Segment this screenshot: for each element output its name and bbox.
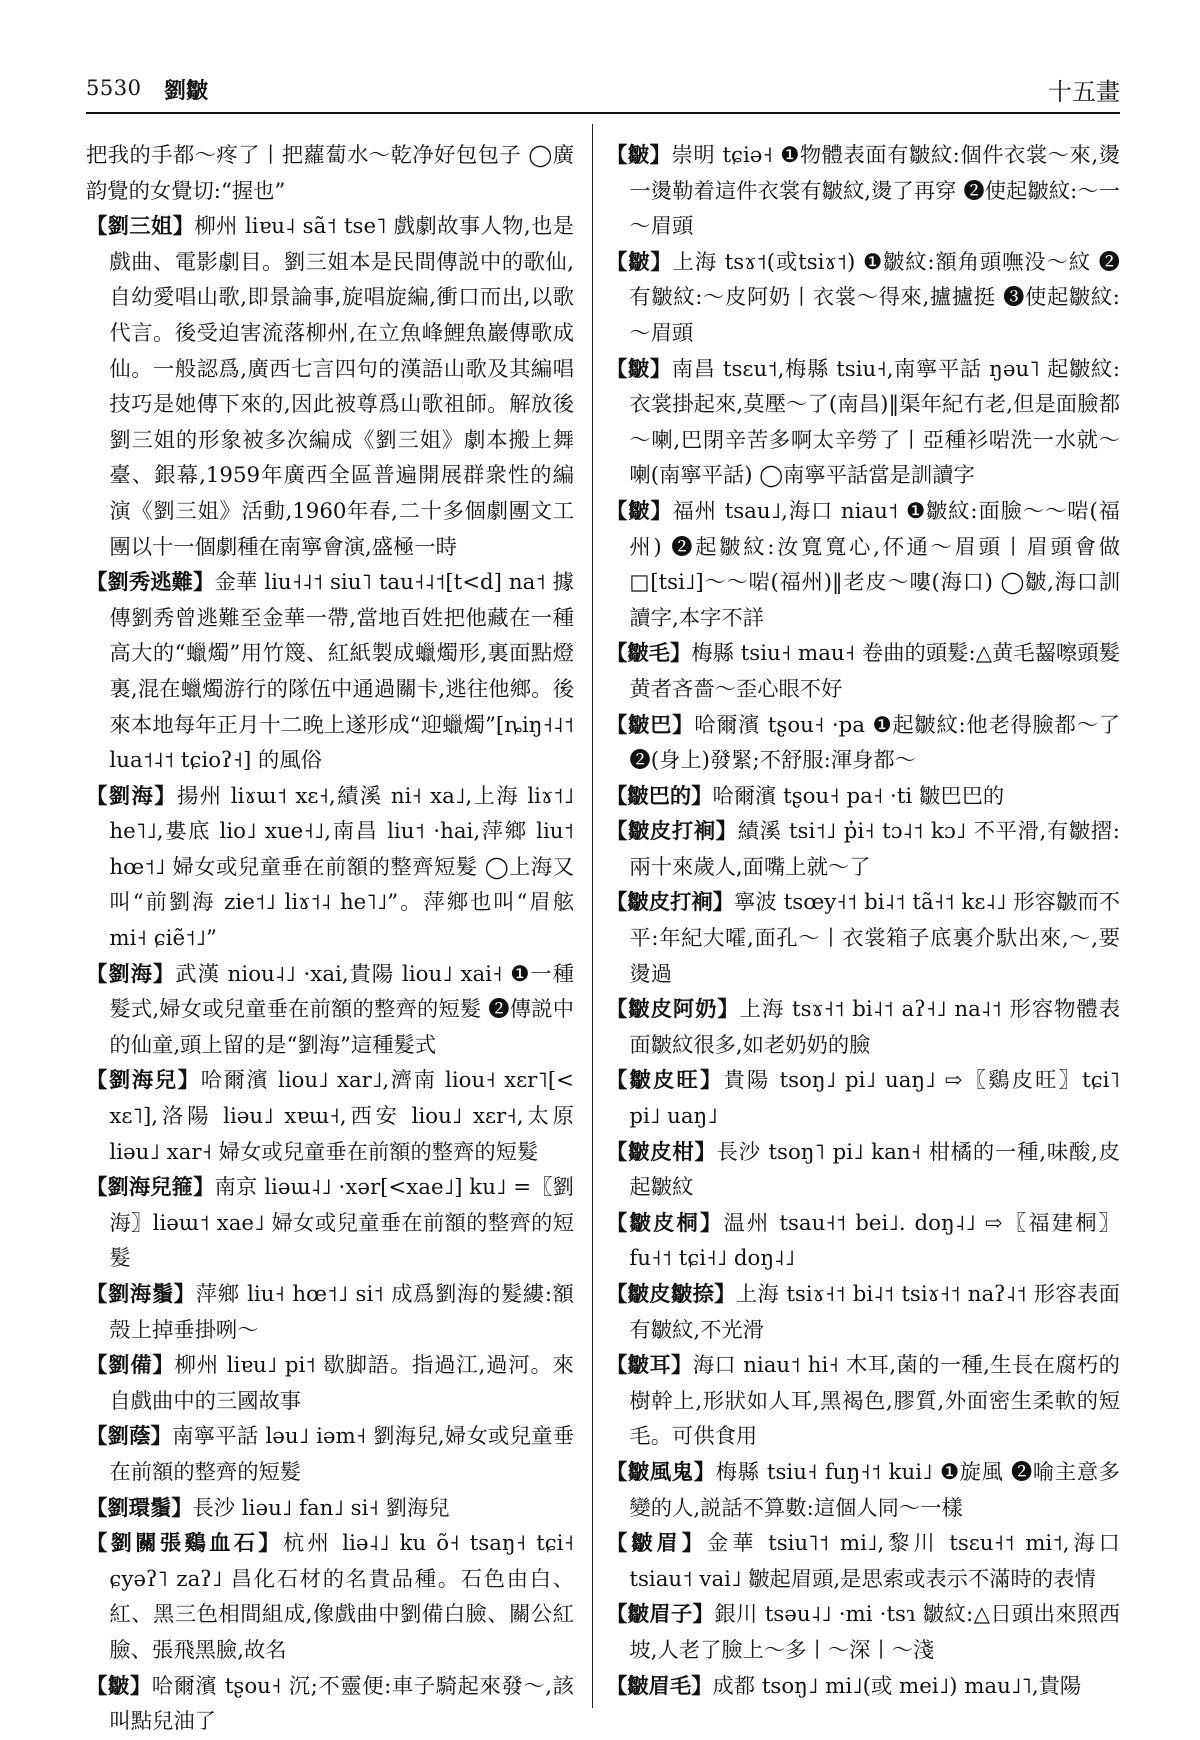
entry-headword: 【皺】	[606, 249, 673, 275]
header-rule	[86, 112, 1120, 114]
entry-definition: 成都 tsoŋ˩ mi˩(或 mei˩) mau˩˥,貴陽	[712, 1673, 1082, 1699]
left-column	[86, 138, 574, 1735]
dictionary-entry	[606, 1063, 1120, 1134]
dictionary-entry	[606, 1597, 1120, 1668]
dictionary-entry	[606, 779, 1120, 815]
running-title: 劉皺	[164, 78, 209, 104]
dictionary-entry	[606, 352, 1120, 494]
dictionary-entry	[86, 1669, 574, 1740]
entry-definition: 哈爾濱 tʂou˧ ·pa ❶起皺紋:他老得臉都～了 ❷(身上)發緊;不舒服:渾身都～	[629, 712, 1120, 774]
entry-definition: 萍鄉 liu˧ hœ˦˩ si˦ 成爲劉海的髮縷:額殼上掉垂掛咧～	[109, 1282, 574, 1343]
entry-definition: 哈爾濱 tʂou˧ 沉;不靈便:車子騎起來發～,該叫點兒油了	[109, 1673, 574, 1735]
entry-definition: 哈爾濱 liou˩ xar˩,濟南 liou˧ xɛr˥[< xɛ˥],洛陽 liəu˩ xɐɯ˧,西安 liou˩ xɛr˧,太原 liəu˩ xar˧ 婦女或兒童垂在前額的整齊的短髮	[109, 1068, 574, 1165]
entry-definition: 温州 tsau˧˦ bei˩. doŋ˨˩ ⇨〖福建桐〗fu˧˦ tɕi˧˩ doŋ˨˩	[629, 1210, 1120, 1272]
entry-definition: 南京 liəɯ˨˩ ·xər[<xae˩] ku˩ =〖劉海〗liəɯ˦ xae˩ 婦女或兒童垂在前額的整齊的短髮	[109, 1175, 574, 1272]
entry-definition: 上海 tsiɤ˧˦ bi˨˦ tsiɤ˧˦ naʔ˨˦ 形容表面有皺紋,不光滑	[629, 1282, 1120, 1343]
dictionary-entry	[86, 779, 574, 957]
dictionary-entry	[86, 957, 574, 1064]
column-divider	[592, 124, 593, 1708]
entry-definition: 梅縣 tsiu˧ fuŋ˧˦ kui˩ ❶旋風 ❷喻主意多變的人,説話不算數:這個人同～一樣	[629, 1459, 1120, 1521]
entry-definition: 銀川 tsəu˨˩ ·mi ·tsɿ 皺紋:△日頭出來照西坡,人老了臉上～多丨～深丨～淺	[629, 1602, 1120, 1663]
entry-headword: 【劉海鬚】	[86, 1282, 196, 1307]
entry-definition: 貴陽 tsoŋ˩ pi˩ uaŋ˩ ⇨〖鷄皮旺〗tɕi˥ pi˩ uaŋ˩	[629, 1068, 1120, 1130]
dictionary-entry	[86, 138, 574, 209]
entry-headword: 【皺耳】	[606, 1353, 693, 1379]
dictionary-entry	[606, 1348, 1120, 1455]
right-column	[606, 138, 1120, 1698]
dictionary-entry	[606, 708, 1120, 779]
entry-definition: 上海 tsɤ˧˦ bi˨˦ aʔ˧˩ na˨˦ 形容物體表面皺紋很多,如老奶奶的臉	[629, 997, 1120, 1058]
dictionary-entry	[86, 565, 574, 779]
entry-headword: 【皺風鬼】	[606, 1459, 716, 1485]
dictionary-entry	[606, 245, 1120, 352]
entry-headword: 【劉海兒箍】	[86, 1175, 215, 1201]
dictionary-entry	[606, 1135, 1120, 1206]
entry-headword: 【皺皮桐】	[606, 1210, 724, 1236]
entry-headword: 【皺皮打裥】	[606, 890, 735, 916]
dictionary-entry	[86, 1277, 574, 1348]
dictionary-entry	[86, 1419, 574, 1490]
entry-definition: 金華 liu˧˨˦ siu˥ tau˧˨˦[t<d] na˦ 據傳劉秀曾逃難至金華一帶,當地百姓把他藏在一種高大的“蠟燭”用竹篾、紅紙製成蠟燭形,裏面點燈裏,混在蠟燭游行的隊伍中通過關卡,逃往他鄉。後來本地每年正月十二晚上遂形成“迎蠟燭”[ȵiŋ˧˨˦ lua˦˨˦ tɕioʔ˧] 的風俗	[109, 570, 574, 774]
entry-definition: 柳州 liɐu˩ pi˦ 歇脚語。指過江,過河。來自戲曲中的三國故事	[109, 1353, 574, 1414]
entry-headword: 【皺】	[606, 356, 672, 382]
entry-definition: 把我的手都～疼了丨把蘿蔔水～乾净好包包子 ◯廣韵覺的女覺切:“握也”	[86, 143, 574, 204]
entry-headword: 【劉海兒】	[86, 1068, 201, 1094]
dictionary-entry	[606, 1526, 1120, 1597]
entry-headword: 【劉海】	[86, 961, 176, 987]
dictionary-entry	[86, 1348, 574, 1419]
entry-definition: 南昌 tsɛu˦,梅縣 tsiu˧,南寧平話 ŋəu˥ 起皺紋:衣裳掛起來,莫壓～了(南昌)‖渠年紀冇老,但是面臉都～喇,巴閉辛苦多啊太辛勞了丨亞種衫啱洗一水就～喇(南寧平話) ◯南寧平話當是訓讀字	[629, 356, 1120, 489]
entry-headword: 【劉關張鷄血石】	[86, 1531, 283, 1557]
entry-definition: 崇明 tɕiə˧ ❶物體表面有皺紋:個件衣裳～來,燙一燙勒着這件衣裳有皺紋,燙了再穿 ❷使起皺紋:～一～眉頭	[629, 143, 1120, 240]
entry-definition: 上海 tsɤ˦(或tsiɤ˦) ❶皺紋:額角頭嘸没～紋 ❷有皺紋:～皮阿奶丨衣裳～得來,攎攎挺 ❸使起皺紋:～眉頭	[629, 249, 1120, 346]
entry-headword: 【皺巴的】	[606, 783, 713, 809]
dictionary-entry	[86, 1526, 574, 1668]
dictionary-entry	[606, 636, 1120, 707]
entry-headword: 【劉海】	[86, 783, 178, 809]
entry-headword: 【劉蔭】	[86, 1424, 173, 1450]
entry-definition: 杭州 liə˨˩ ku õ˧ tsaŋ˧ tɕi˧ ɕyəʔ˥ zaʔ˩ 昌化石材的名貴品種。石色由白、紅、黑三色相間組成,像戲曲中劉備白臉、關公紅臉、張飛黑臉,故名	[109, 1531, 574, 1663]
entry-definition: 績溪 tsi˦˩ p̓i˧ tɔ˨˦ kɔ˩ 不平滑,有皺摺:兩十來歲人,面嘴上就～了	[629, 819, 1120, 880]
entry-headword: 【皺皮阿奶】	[606, 997, 740, 1023]
entry-definition: 武漢 niou˨˩ ·xai,貴陽 liou˩ xai˧ ❶一種髮式,婦女或兒童垂在前額的整齊的短髮 ❷傳説中的仙童,頭上留的是“劉海”這種髮式	[109, 961, 574, 1058]
entry-headword: 【皺巴】	[606, 712, 695, 738]
entry-definition: 南寧平話 ləu˩ iəm˧ 劉海兒,婦女或兒童垂在前額的整齊的短髮	[109, 1424, 574, 1485]
entry-definition: 福州 tsau˩,海口 niau˦ ❶皺紋:面臉～～啱(福州) ❷起皺紋:汝寬寬心,伓通～眉頭丨眉頭會做□[tsi˩]～～啱(福州)‖老皮～嘍(海口) ◯皺,海口訓讀字,本字不詳	[629, 498, 1120, 631]
entry-headword: 【劉三姐】	[86, 214, 195, 240]
entry-definition: 寧波 tsœy˧˦ bi˨˦ tã˧˦ kɛ˨˩ 形容皺而不平:年紀大嚯,面孔～丨衣裳箱子底裏介馱出來,～,要燙過	[629, 890, 1120, 987]
entry-headword: 【皺】	[606, 143, 672, 168]
dictionary-entry	[606, 1669, 1120, 1705]
dictionary-entry	[86, 1491, 574, 1527]
dictionary-entry	[606, 1206, 1120, 1277]
entry-definition: 哈爾濱 tʂou˧ pa˧ ·ti 皺巴巴的	[712, 783, 1005, 809]
entry-headword: 【皺皮柑】	[606, 1139, 717, 1165]
dictionary-entry	[86, 1170, 574, 1277]
dictionary-entry	[86, 1063, 574, 1170]
entry-headword: 【皺皮旺】	[606, 1068, 724, 1094]
entry-headword: 【劉備】	[86, 1353, 175, 1379]
dictionary-entry	[606, 138, 1120, 245]
entry-definition: 揚州 liɤɯ˦ xɛ˧,績溪 ni˧ xa˩,上海 liɤ˦˩ he˥˩,婁底 lio˩ xue˧˩,南昌 liu˦ ·hai,萍鄉 liu˦ hœ˦˩ 婦女或兒童垂在前額的整齊短髮 ◯上海又叫“前劉海 zie˦˩ liɤ˦˨ he˥˩”。萍鄉也叫“眉舷 mi˧ ɕiẽ˦˩”	[109, 783, 574, 952]
entry-headword: 【劉環鬚】	[86, 1495, 193, 1521]
dictionary-entry	[606, 814, 1120, 885]
dictionary-entry	[606, 1277, 1120, 1348]
entry-headword: 【劉秀逃難】	[86, 570, 215, 596]
entry-definition: 柳州 liɐu˨ sã˦ tse˥ 戲劇故事人物,也是戲曲、電影劇目。劉三姐本是民間傳説中的歌仙,自幼愛唱山歌,即景論事,旋唱旋編,衝口而出,以歌代言。後受迫害流落柳州,在立魚峰鯉魚巖傳歌成仙。一般認爲,廣西七言四句的漢語山歌及其編唱技巧是她傳下來的,因此被尊爲山歌祖師。解放後劉三姐的形象被多次編成《劉三姐》劇本搬上舞臺、銀幕,1959年廣西全區普遍開展群衆性的編演《劉三姐》活動,1960年春,二十多個劇團文工團以十一個劇種在南寧會演,盛極一時	[109, 214, 574, 560]
entry-headword: 【皺眉毛】	[606, 1673, 713, 1699]
dictionary-entry	[606, 494, 1120, 636]
page-number: 5530	[86, 76, 142, 100]
entry-definition: 金華 tsiu˥˦ mi˩,黎川 tsɛu˧˦ mi˦,海口 tsiau˦ vai˩ 皺起眉頭,是思索或表示不滿時的表情	[629, 1531, 1120, 1592]
entry-headword: 【皺眉】	[606, 1531, 707, 1557]
section-label: 十五畫	[1048, 78, 1120, 106]
entry-definition: 長沙 liəu˩ fan˩ si˧ 劉海兒	[192, 1495, 450, 1521]
dictionary-entry	[606, 1455, 1120, 1526]
entry-headword: 【皺皮皺捺】	[606, 1282, 736, 1307]
entry-definition: 長沙 tsoŋ˥ pi˩ kan˧ 柑橘的一種,味酸,皮起皺紋	[629, 1139, 1120, 1201]
dictionary-entry	[606, 992, 1120, 1063]
entry-headword: 【皺】	[606, 498, 673, 524]
entry-headword: 【皺眉子】	[606, 1602, 715, 1628]
dictionary-entry	[86, 209, 574, 565]
entry-headword: 【皺皮打裥】	[606, 819, 738, 845]
entry-definition: 海口 niau˦ hi˧ 木耳,菌的一種,生長在腐朽的樹幹上,形狀如人耳,黑褐色,膠質,外面密生柔軟的短毛。可供食用	[629, 1353, 1120, 1450]
page-header	[86, 68, 1120, 108]
dictionary-entry	[606, 885, 1120, 992]
entry-headword: 【皺毛】	[606, 641, 692, 667]
entry-definition: 梅縣 tsiu˧ mau˧ 卷曲的頭髮:△黄毛齧嚓頭髮黄者吝嗇～歪心眼不好	[629, 641, 1120, 702]
entry-headword: 【皺】	[86, 1673, 152, 1699]
